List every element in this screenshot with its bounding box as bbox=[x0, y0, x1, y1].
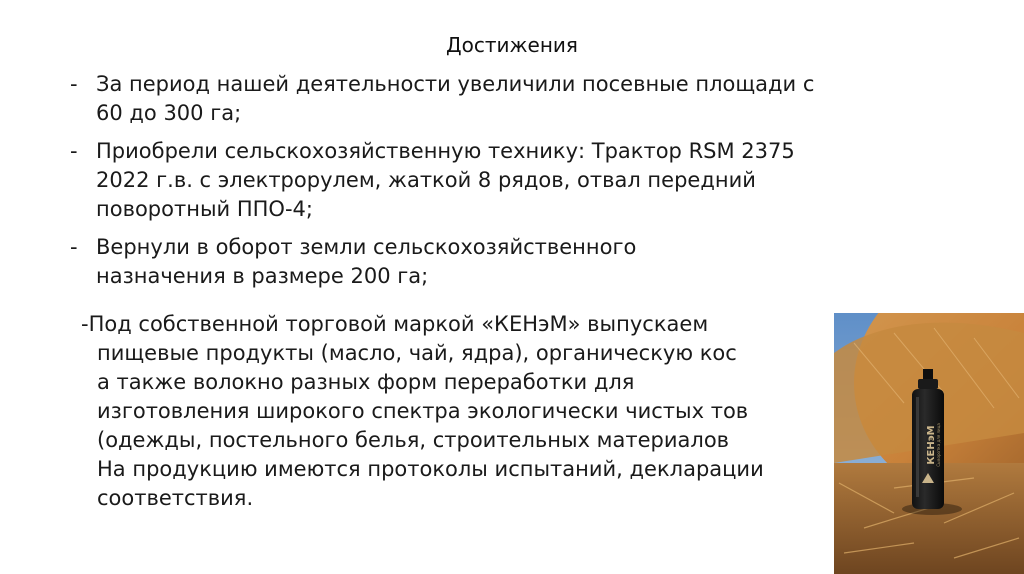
paragraph-line: На продукцию имеются протоколы испытаний, декларации bbox=[97, 457, 764, 481]
bullet-item bbox=[70, 70, 930, 128]
bullet-line: Приобрели сельскохозяйственную технику: Трактор RSM 2375 bbox=[96, 139, 795, 163]
paragraph-line: (одежды, постельного белья, строительных материалов bbox=[97, 428, 730, 452]
product-photo bbox=[834, 313, 1024, 574]
bullet-list bbox=[70, 70, 930, 300]
bullet-line: 2022 г.в. с электрорулем, жаткой 8 рядов, отвал передний bbox=[96, 168, 756, 192]
product-photo-illustration bbox=[834, 313, 1024, 574]
paragraph-line: пищевые продукты (масло, чай, ядра), органическую кос bbox=[97, 341, 737, 365]
bullet-item bbox=[70, 233, 930, 291]
bullet-line: 60 до 300 га; bbox=[96, 101, 242, 125]
bullet-dash: - bbox=[70, 139, 78, 163]
bullet-line: Вернули в оборот земли сельскохозяйственного bbox=[96, 235, 637, 259]
bullet-line: назначения в размере 200 га; bbox=[96, 264, 429, 288]
bottle-brand: КЕНэМ bbox=[926, 425, 937, 465]
paragraph-line: -Под собственной торговой маркой «КЕНэМ» выпускаем bbox=[81, 312, 709, 336]
paragraph-line: соответствия. bbox=[97, 486, 254, 510]
bullet-line: поворотный ППО-4; bbox=[96, 197, 313, 221]
brand-paragraph bbox=[81, 310, 764, 513]
slide-title: Достижения bbox=[446, 33, 578, 57]
bullet-item bbox=[70, 137, 930, 224]
bullet-line: За период нашей деятельности увеличили посевные площади с bbox=[96, 72, 815, 96]
bottle-subtitle: Сыворотка для лица bbox=[936, 423, 941, 467]
paragraph-line: а также волокно разных форм переработки для bbox=[97, 370, 635, 394]
bullet-dash: - bbox=[70, 72, 78, 96]
bullet-dash: - bbox=[70, 235, 78, 259]
paragraph-line: изготовления широкого спектра экологически чистых тов bbox=[97, 399, 749, 423]
